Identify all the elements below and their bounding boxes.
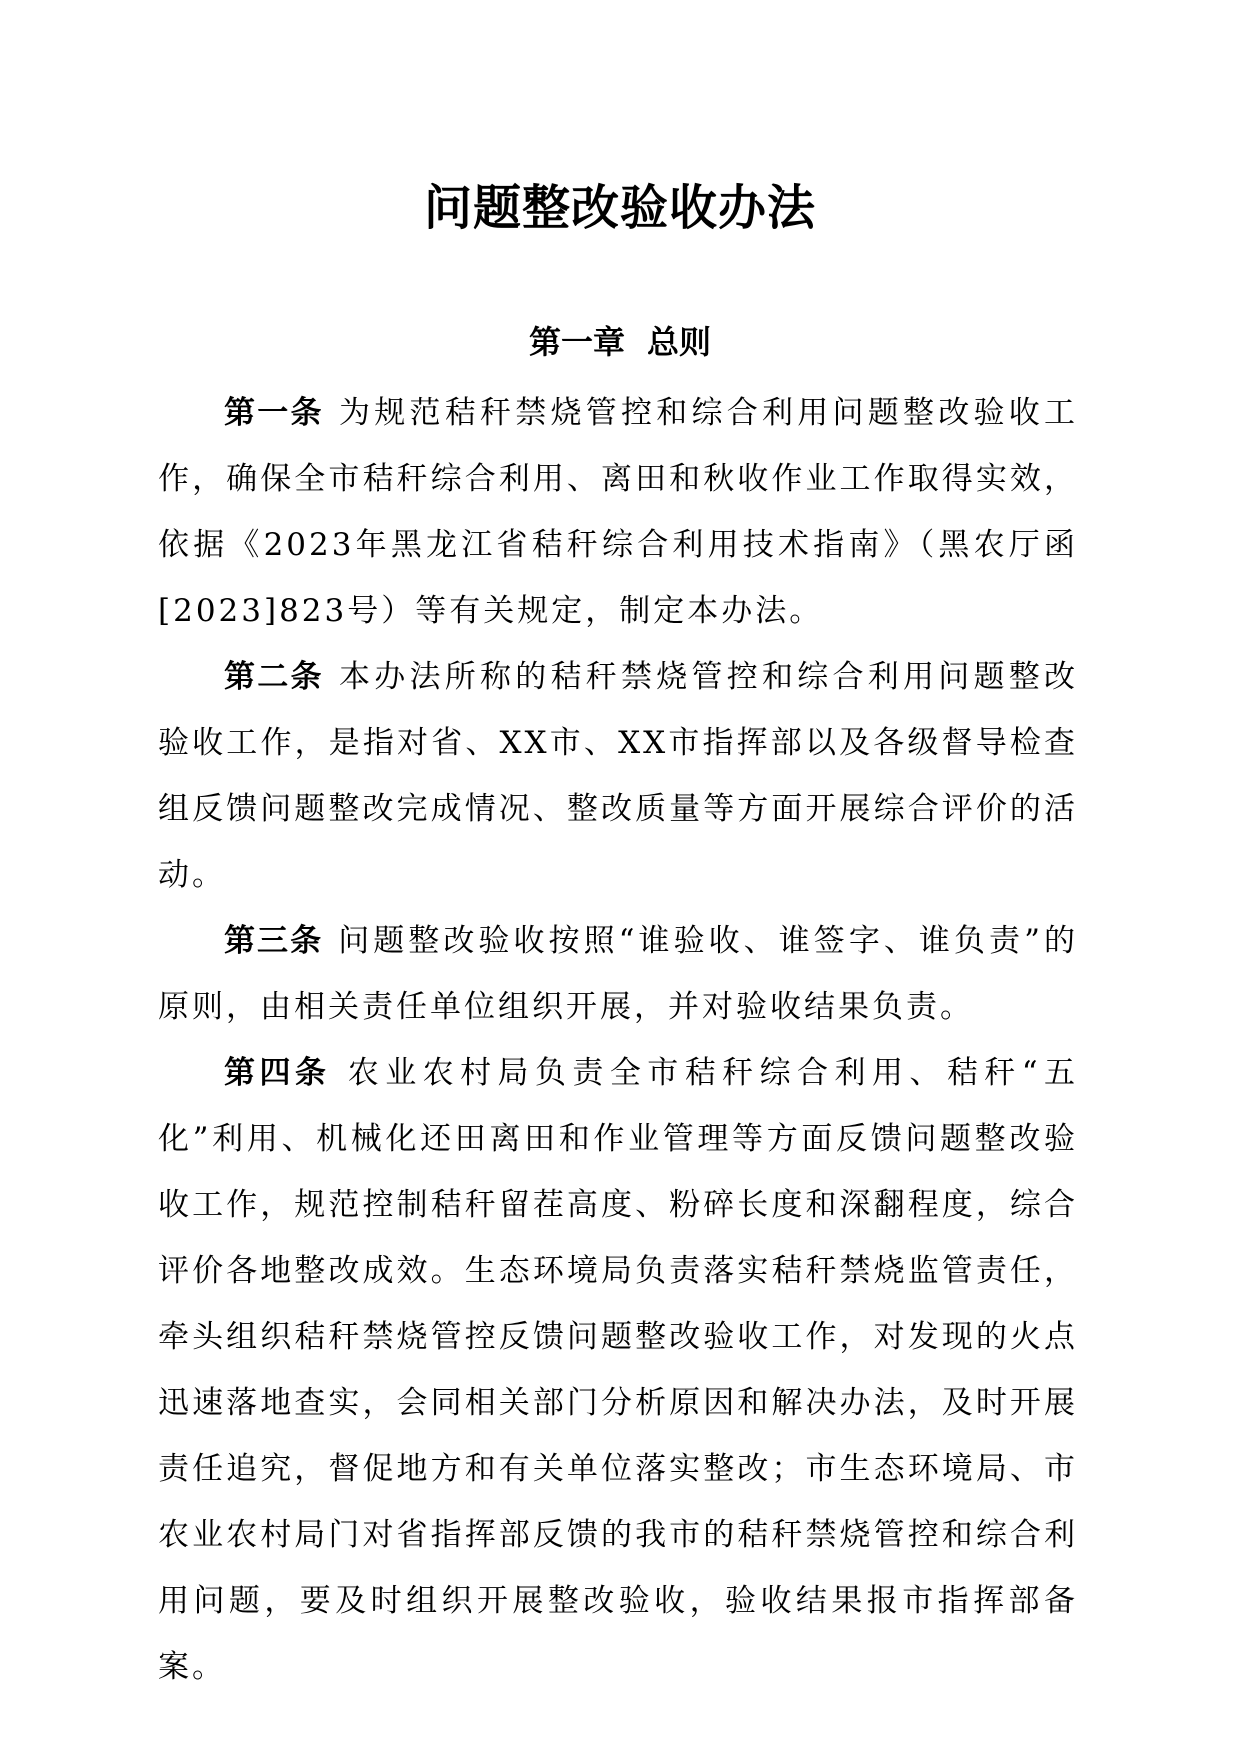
article-1 bbox=[158, 380, 1078, 644]
article-3 bbox=[158, 908, 1078, 1040]
article-text: 问题整改验收按照“谁验收、谁签字、谁负责”的原则，由相关责任单位组织开展，并对验收结果负责。 bbox=[158, 923, 1078, 1025]
article-label: 第一条 bbox=[224, 395, 324, 431]
document-body bbox=[158, 380, 1078, 1700]
article-2 bbox=[158, 644, 1078, 908]
document-title: 问题整改验收办法 bbox=[423, 180, 816, 236]
article-label: 第四条 bbox=[224, 1055, 331, 1091]
article-label: 第三条 bbox=[224, 923, 324, 959]
chapter-name: 总则 bbox=[647, 323, 712, 361]
article-text: 本办法所称的秸秆禁烧管控和综合利用问题整改验收工作，是指对省、XX市、XX市指挥部以及各级督导检查组反馈问题整改完成情况、整改质量等方面开展综合评价的活动。 bbox=[158, 659, 1078, 893]
article-text: 为规范秸秆禁烧管控和综合利用问题整改验收工作，确保全市秸秆综合利用、离田和秋收作业工作取得实效，依据《2023年黑龙江省秸秆综合利用技术指南》（黑农厅函[2023]823号）等有关规定，制定本办法。 bbox=[158, 395, 1078, 629]
chapter-number: 第一章 bbox=[528, 323, 625, 361]
chapter-heading bbox=[0, 318, 1240, 366]
article-label: 第二条 bbox=[224, 659, 324, 695]
article-4 bbox=[158, 1040, 1078, 1700]
article-text: 农业农村局负责全市秸秆综合利用、秸秆“五化”利用、机械化还田离田和作业管理等方面反馈问题整改验收工作，规范控制秸秆留茬高度、粉碎长度和深翻程度，综合评价各地整改成效。生态环境局负责落实秸秆禁烧监管责任，牵头组织秸秆禁烧管控反馈问题整改验收工作，对发现的火点迅速落地查实，会同相关部门分析原因和解决办法，及时开展责任追究，督促地方和有关单位落实整改；市生态环境局、市农业农村局门对省指挥部反馈的我市的秸秆禁烧管控和综合利用问题，要及时组织开展整改验收，验收结果报市指挥部备案。 bbox=[158, 1055, 1078, 1685]
